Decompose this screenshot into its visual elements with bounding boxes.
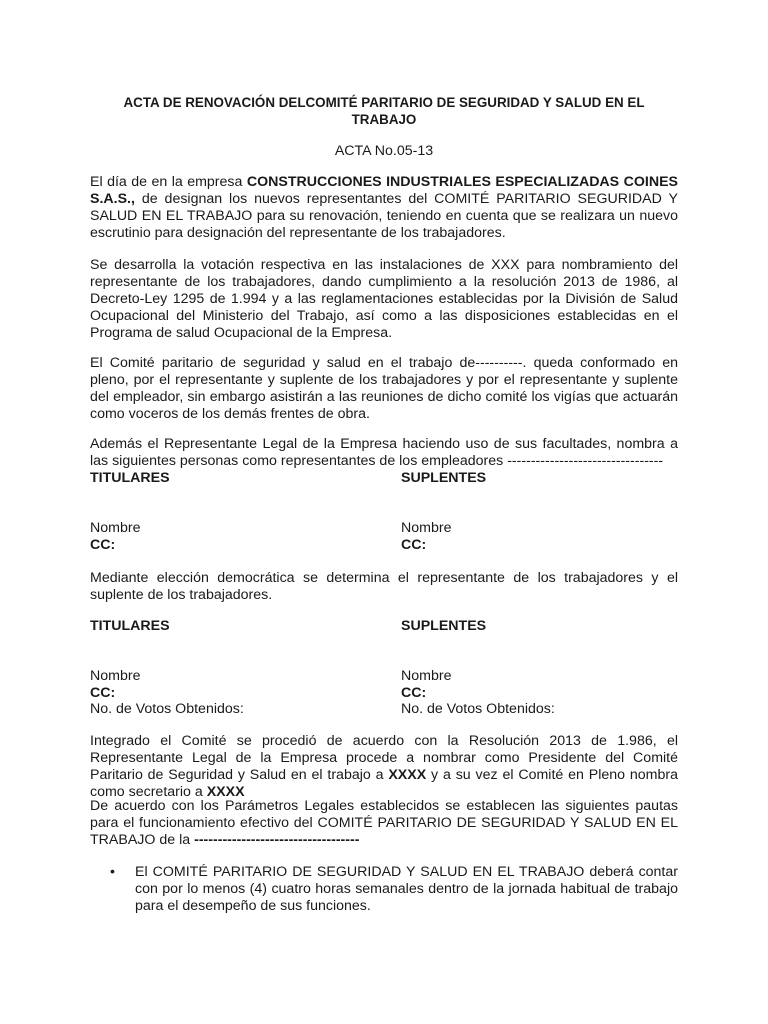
section2-votos-row: [90, 701, 678, 718]
section2-cc-row: [90, 685, 678, 702]
paragraph-integracion: [90, 733, 678, 801]
cc-label-right: CC:: [401, 685, 427, 701]
section1-headers: [90, 470, 678, 487]
paragraph-parametros: [90, 798, 678, 849]
p7-text-a: De acuerdo con los Parámetros Legales establecidos se establecen las siguientes pautas para el funcionamiento efectivo del COMITÉ PARITARIO DE SEGURIDAD Y SALUD EN EL TRABAJO de la: [90, 798, 678, 848]
bullet-icon: •: [110, 864, 115, 880]
nombre-label-left: Nombre: [90, 520, 141, 536]
nombre-label-right: Nombre: [401, 520, 452, 536]
paragraph-conformacion: El Comité paritario de seguridad y salud en el trabajo de----------. queda conformado en pleno, por el representante y suplente de los trabajadores y por el representante y suplente del empleador, sin embargo asistirán a las reuniones de dicho comité los vigías que actuarán como voceros de los demás frentes de obra.: [90, 355, 678, 422]
p6-text-a: Integrado el Comité se procedió de acuerdo con la Resolución 2013 de 1.986, el Representante Legal de la Empresa procede a nombrar como Presidente del Comité Paritario de Seguridad y Salud en el trabajo a: [90, 733, 678, 783]
paragraph-votacion: Se desarrolla la votación respectiva en las instalaciones de XXX para nombramiento del representante de los trabajadores, dando cumplimiento a la resolución 2013 de 1986, al Decreto-Ley 1295 de 1.994 y a las reglamentaciones establecidas por la División de Salud Ocupacional del Ministerio del Trabajo, así como a las disposiciones establecidas en el Programa de salud Ocupacional de la Empresa.: [90, 257, 678, 341]
bullet-text: El COMITÉ PARITARIO DE SEGURIDAD Y SALUD EN EL TRABAJO deberá contar con por lo menos (4) cuatro horas semanales dentro de la jornada habitual de trabajo para el desempeño de sus funciones.: [135, 864, 678, 914]
paragraph-eleccion: Mediante elección democrática se determina el representante de los trabajadores y el suplente de los trabajadores.: [90, 570, 678, 603]
titulares-heading: TITULARES: [90, 618, 170, 634]
p1-text-a: El día de en la empresa: [90, 174, 247, 190]
nombre-label-right: Nombre: [401, 668, 452, 684]
presidente-placeholder: XXXX: [388, 767, 427, 783]
document-title: ACTA DE RENOVACIÓN DELCOMITÉ PARITARIO DE SEGURIDAD Y SALUD EN EL TRABAJO: [123, 95, 645, 127]
secretario-placeholder: XXXX: [206, 784, 245, 800]
section1-cc-row: [90, 537, 678, 554]
section1-nombre-row: [90, 520, 678, 537]
cc-label-left: CC:: [90, 685, 116, 701]
nombre-label-left: Nombre: [90, 668, 141, 684]
p6-text-b: y a su vez el Comité en Pleno nombra como secretario a: [90, 767, 678, 800]
votos-label-left: No. de Votos Obtenidos:: [90, 701, 244, 717]
cc-label-right: CC:: [401, 537, 427, 553]
section2-headers: [90, 618, 678, 635]
company-name: CONSTRUCCIONES INDUSTRIALES ESPECIALIZADAS COINES S.A.S.,: [90, 174, 678, 207]
paragraph-representante-legal: Además el Representante Legal de la Empresa haciendo uso de sus facultades, nombra a las siguientes personas como representantes de los empleadores ---------------------------------: [90, 436, 678, 469]
suplentes-heading: SUPLENTES: [401, 470, 487, 486]
votos-label-right: No. de Votos Obtenidos:: [401, 701, 555, 717]
section2-nombre-row: [90, 668, 678, 685]
paragraph-company: [90, 174, 678, 242]
cc-label-left: CC:: [90, 537, 116, 553]
titulares-heading: TITULARES: [90, 470, 170, 486]
acta-number: ACTA No.05-13: [334, 143, 434, 159]
suplentes-heading: SUPLENTES: [401, 618, 487, 634]
p1-text-b: de designan los nuevos representantes del COMITÉ PARITARIO SEGURIDAD Y SALUD EN EL TRABAJO para su renovación, teniendo en cuenta que se realizara un nuevo escrutinio para designación del representante de los trabajadores.: [90, 191, 678, 241]
p7-dashes: -----------------------------------: [194, 832, 360, 848]
